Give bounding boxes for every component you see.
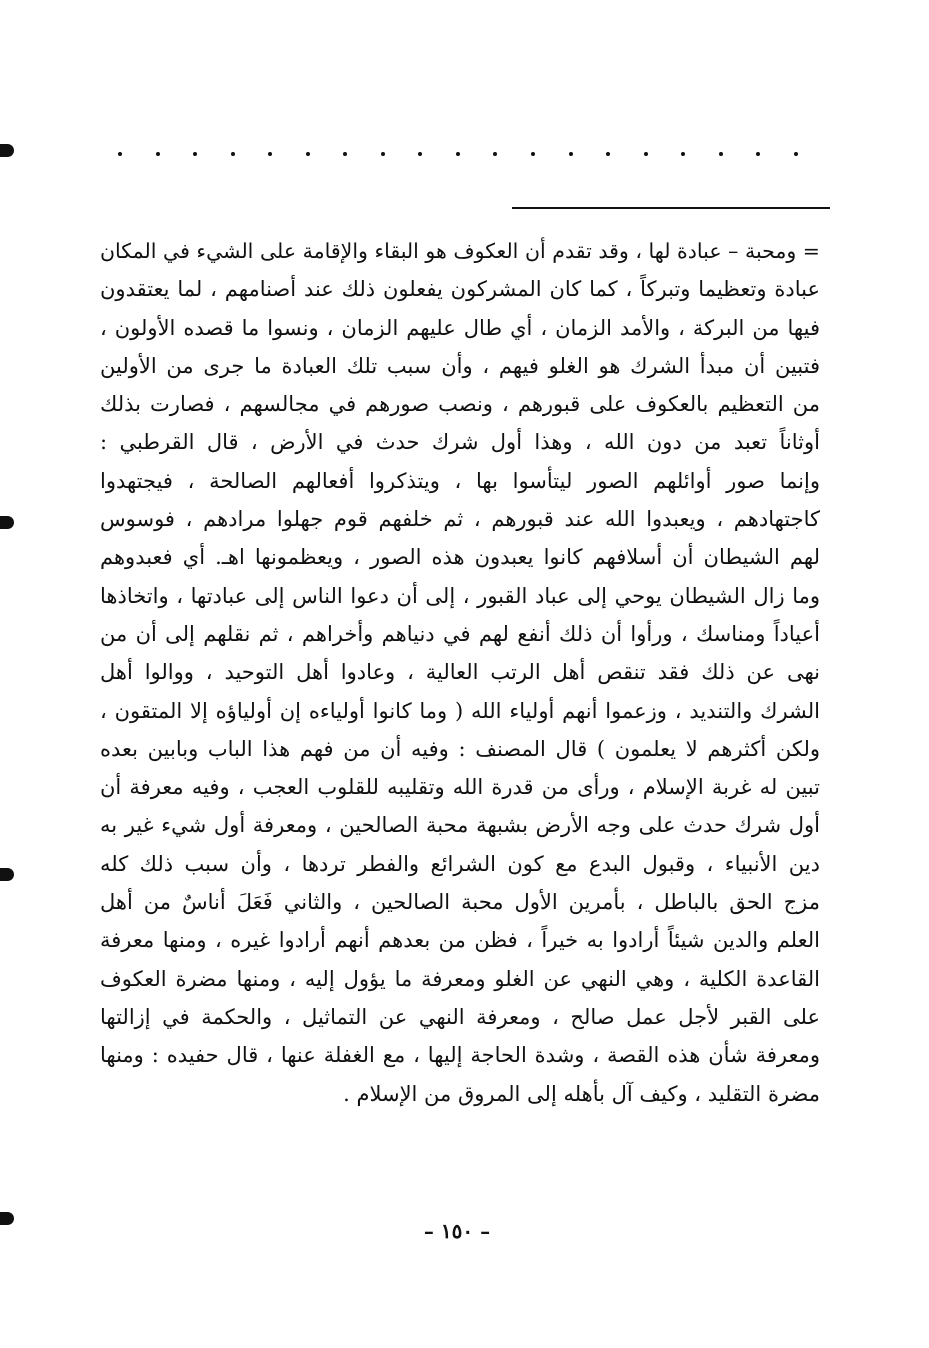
- text-line: وإنما صور أوائلهم الصور ليتأسوا بها ، ويتذكروا أفعالهم الصالحة ، فيجتهدوا: [100, 468, 820, 493]
- dot: [606, 152, 610, 156]
- page-number: – ١٥٠ –: [423, 1219, 491, 1243]
- dotted-separator: [118, 150, 798, 158]
- text-line: وما زال الشيطان يوحي إلى عباد القبور ، إلى أن دعوا الناس إلى عبادتها ، واتخاذها: [100, 583, 820, 608]
- dot: [231, 152, 235, 156]
- text-line: فيها من البركة ، والأمد الزمان ، أي طال عليهم الزمان ، ونسوا ما قصده الأولون ،: [100, 315, 820, 340]
- text-line: فتبين أن مبدأ الشرك هو الغلو فيهم ، وأن سبب تلك العبادة ما جرى من الأولين: [100, 353, 820, 378]
- dot: [794, 152, 798, 156]
- text-line: الشرك والتنديد ، وزعموا أنهم أولياء الله ( وما كانوا أولياءه إن أولياؤه إلا المتقون ،: [100, 698, 820, 723]
- dot: [381, 152, 385, 156]
- text-line: أوثاناً تعبد من دون الله ، وهذا أول شرك حدث في الأرض ، قال القرطبي :: [100, 430, 820, 455]
- text-line: مزج الحق بالباطل ، بأمرين الأول محبة الصالحين ، والثاني فَعَلَ أناسٌ من أهل: [100, 890, 820, 915]
- dot: [343, 152, 347, 156]
- text-line: أعياداً ومناسك ، ورأوا أن ذلك أنفع لهم في دنياهم وأخراهم ، ثم نقلهم إلى أن من: [100, 621, 820, 646]
- dot: [531, 152, 535, 156]
- text-line: دين الأنبياء ، وقبول البدع مع كون الشرائع والفطر تردها ، وأن سبب ذلك كله: [100, 851, 820, 876]
- text-line: مضرة التقليد ، وكيف آل بأهله إلى المروق من الإسلام .: [343, 1081, 820, 1106]
- dot: [268, 152, 272, 156]
- text-line: على القبر لأجل عمل صالح ، ومعرفة النهي عن التماثيل ، والحكمة في إزالتها: [100, 1004, 820, 1029]
- text-line: أول شرك حدث على وجه الأرض بشبهة محبة الصالحين ، ومعرفة أول شيء غير به: [100, 813, 820, 838]
- text-line: من التعظيم بالعكوف على قبورهم ، ونصب صورهم في مجالسهم ، فصارت بذلك: [100, 392, 820, 417]
- dot: [156, 152, 160, 156]
- dot: [644, 152, 648, 156]
- dot: [493, 152, 497, 156]
- footnote-rule: [512, 207, 830, 209]
- text-line: نهى عن ذلك فقد تنقص أهل الرتب العالية ، وعادوا أهل التوحيد ، ووالوا أهل: [100, 660, 820, 685]
- text-line: = ومحبة – عبادة لها ، وقد تقدم أن العكوف هو البقاء والإقامة على الشيء في المكان: [100, 239, 820, 263]
- text-line: ومعرفة شأن هذه القصة ، وشدة الحاجة إليها ، مع الغفلة عنها ، قال حفيده : ومنها: [100, 1043, 820, 1068]
- dot: [681, 152, 685, 156]
- text-line: عبادة وتعظيما وتبركاً ، كما كان المشركون يفعلون ذلك عند أصنامهم ، لما يعتقدون: [100, 277, 820, 302]
- dot: [456, 152, 460, 156]
- binding-mark: [0, 1212, 14, 1225]
- dot: [569, 152, 573, 156]
- text-line: القاعدة الكلية ، وهي النهي عن الغلو ومعرفة ما يؤول إليه ، ومنها مضرة العكوف: [100, 966, 820, 991]
- dot: [306, 152, 310, 156]
- text-line: كاجتهادهم ، ويعبدوا الله عند قبورهم ، ثم خلفهم قوم جهلوا مرادهم ، فوسوس: [100, 507, 820, 532]
- footnote-text: [100, 232, 820, 1113]
- text-line: لهم الشيطان أن أسلافهم كانوا يعبدون هذه الصور ، ويعظمونها اهـ. أي فعبدوهم: [100, 545, 820, 570]
- binding-mark: [0, 868, 14, 881]
- text-line: ولكن أكثرهم لا يعلمون ) قال المصنف : وفيه أن من فهم هذا الباب وبابين بعده: [100, 736, 820, 761]
- dot: [719, 152, 723, 156]
- text-line: العلم والدين شيئاً أرادوا به خيراً ، فظن من بعدهم أنهم أرادوا غيره ، ومنها معرفة: [100, 928, 820, 953]
- dot: [193, 152, 197, 156]
- text-line: تبين له غربة الإسلام ، ورأى من قدرة الله وتقليبه للقلوب العجب ، وفيه معرفة أن: [100, 775, 820, 800]
- dot: [418, 152, 422, 156]
- dot: [756, 152, 760, 156]
- binding-mark: [0, 516, 14, 529]
- dot: [118, 152, 122, 156]
- binding-mark: [0, 144, 14, 157]
